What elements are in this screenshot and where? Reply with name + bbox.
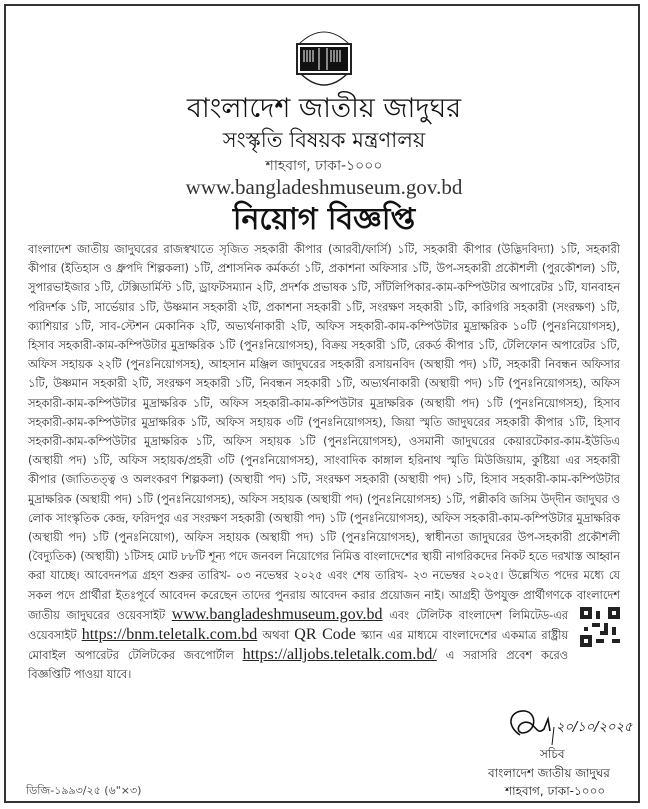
body-text: এবং টেলিটক বাংলাদেশ লিমিটেড-এর ওয়েবসাইট (28, 608, 568, 643)
body-text: এ সরাসরি প্রবেশ করেও বিজ্ঞপ্তিটি পাওয়া যাবে। (28, 649, 568, 682)
signatory-address: শাহবাগ, ঢাকা-১০০০ (505, 784, 606, 798)
museum-website-link[interactable]: www.bangladeshmuseum.gov.bd (171, 605, 383, 623)
website-link[interactable]: www.bangladeshmuseum.gov.bd (185, 175, 463, 199)
teletalk-bnm-link[interactable]: https://bnm.teletalk.com.bd (81, 626, 258, 644)
qr-code-icon[interactable] (580, 607, 620, 647)
organization-name: বাংলাদেশ জাতীয় জাদুঘর (186, 93, 462, 124)
body-text: অথবা (257, 629, 295, 643)
alljobs-link[interactable]: https://alljobs.teletalk.com.bd/ (242, 646, 437, 664)
qr-code-label: QR Code (294, 626, 356, 644)
address: শাহবাগ, ঢাকা-১০০০ (265, 158, 383, 174)
signature-date: ২০/১০/২০২৫ (556, 720, 633, 735)
ministry-name: সংস্কৃতি বিষয়ক মন্ত্রণালয় (222, 128, 426, 152)
body-text: বাংলাদেশ জাতীয় জাদুঘরের রাজস্বখাতে সৃজিত সহকারী কীপার (আরবী/ফার্সি) ১টি, সহকারী কীপার (উদ্ভিদবিদ্যা) ১টি, সহকারী কীপার (ইতিহাস ও ধ্রুপদি শিল্পকলা) ১টি, প্রশাসনিক কর্মকর্তা ১টি, প্রকাশনা অফিসার ১টি, উপ-সহকারী প্রকৌশলী (পুরকৌশল) ১টি, সুপারভাইজার ১টি, টেক্সিডার্মিস্ট ১টি, ড্রাফটসম্যান ২টি, প্রদর্শক প্রভাষক ১টি, সাঁটলিপিকার-কাম-কম্পিউটার অপারেটর ১টি, যানবাহন পরিদর্শক ১টি, সার্ভেয়ার ১টি, উষ্ণমান সহকারী ২টি, প্রকাশনা সহকারী ১টি, সংরক্ষণ সহকারী ১টি, কারিগরি সহকারী (সংরক্ষণ) ১টি, ক্যাশিয়ার ১টি, সাব-স্টেশন মেকানিক ২টি, অভ্যর্থনাকারী ২টি, অফিস সহকারী-কাম-কম্পিউটার মুদ্রাক্ষরিক ১০টি (পুনঃনিয়োগসহ), হিসাব সহকারী-কাম-কম্পিউটার মুদ্রাক্ষরিক ১টি (পুনঃনিয়োগসহ), বিক্রয় সহকারী ১টি, রেকর্ড কীপার ১টি, টেলিফোন অপারেটর ১টি, অফিস সহায়ক ২২টি (পুনঃনিয়োগসহ), আহসান মঞ্জিল জাদুঘরের সহকারী রসায়নবিদ (অস্থায়ী পদ) ১টি, সহকারী নিবন্ধন অফিসার ১টি, উষ্ণমান সহকারী ২টি, সংরক্ষণ সহকারী ১টি, নিবন্ধন সহকারী ১টি, অভ্যর্থনাকারী (অস্থায়ী পদ) ১টি (পুনঃনিয়োগসহ), অফিস সহকারী-কাম-কম্পিউটার মুদ্রাক্ষরিক ১টি, অফিস সহকারী-কাম-কম্পিউটার মুদ্রাক্ষরিক (অস্থায়ী পদ) ১টি (পুনঃনিয়োগসহ), হিসাব সহকারী-কাম-কম্পিউটার মুদ্রাক্ষরিক ১টি, অফিস সহায়ক ৩টি (পুনঃনিয়োগসহ), জিয়া স্মৃতি জাদুঘরের সহকারী কীপার ১টি, হিসাব সহকারী-কাম-কম্পিউটার মুদ্রাক্ষরিক ১টি, অফিস সহায়ক ১টি (পুনঃনিয়োগসহ), ওসমানী জাদুঘরের কেয়ারটেকার-কাম-ইউডিএ (অস্থায়ী পদ) ১টি, অফিস সহায়ক/প্রহরী ৩টি (পুনঃনিয়োগসহ), সাংবাদিক কাঙ্গাল হরিনাথ স্মৃতি মিউজিয়াম, কুষ্টিয়া এর সহকারী কীপার (জাতিতত্ত্ব ও অলংকরণ শিল্পকলা) (অস্থায়ী পদ) ১টি, সংরক্ষণ সহকারী (অস্থায়ী পদ) ১টি, হিসাব সহকারী-কাম-কম্পিউটার মুদ্রাক্ষরিক (অস্থায়ী পদ) ১টি (পুনঃনিয়োগসহ), অফিস সহায়ক (অস্থায়ী পদ) (পুনঃনিয়োগসহ) ১টি, পল্লীকবি জসিম উদ্‌দীন জাদুঘর ও লোক সাংস্কৃতিক কেন্দ্র, ফরিদপুর এর সংরক্ষণ সহকারী (অস্থায়ী পদ) ১টি (পুনঃনিয়োগসহ), অফিস সহকারী-কাম-কম্পিউটার মুদ্রাক্ষরিক (অস্থায়ী পদ) ১টি (পুনঃনিয়োগ), অফিস সহায়ক (অস্থায়ী পদ) ১টি (পুনঃনিয়োগসহ), স্বাধীনতা জাদুঘরের উপ-সহকারী প্রকৌশলী (বৈদ্যুতিক) (অস্থায়ী) ১টিসহ মোট ৮৮টি শূন্য পদে জনবল নিয়োগের নিমিত্ত বাংলাদেশের স্থায়ী নাগরিকদের নিকট হতে দরখাস্ত আহ্বান করা যাচ্ছে। আবেদনপত্র গ্রহণ শুরুর তারিখ- ০৩ নভেম্বর ২০২৫ এবং শেষ তারিখ- ২৩ নভেম্বর ২০২৫। উল্লেখিত পদের মধ্যে যে সকল পদে প্রার্থীরা ইতঃপূর্বে আবেদন করেছেন তাদের পুনরায় আবেদন করার প্রয়োজন নাই। আগ্রহী উপযুক্ত প্রার্থীগণকে বাংলাদেশ জাতীয় জাদুঘরের ওয়েবসাইট (28, 243, 620, 622)
museum-logo-icon (291, 24, 357, 90)
body-text: স্ক্যান এর মাধ্যমে বাংলাদেশের একমাত্র রাষ্ট্রীয় মোবাইল অপারেটর টেলিটকের জবপোর্টাল (28, 629, 568, 663)
reference-number: ডিজি-১৯৯৩/২৫ (৬"×৩) (26, 784, 142, 797)
signature (500, 705, 633, 745)
notice-body (28, 240, 620, 685)
signatory-designation: সচিব (540, 747, 565, 761)
signatory-org: বাংলাদেশ জাতীয় জাদুঘর (488, 766, 610, 780)
page-title: নিয়োগ বিজ্ঞপ্তি (232, 202, 416, 237)
